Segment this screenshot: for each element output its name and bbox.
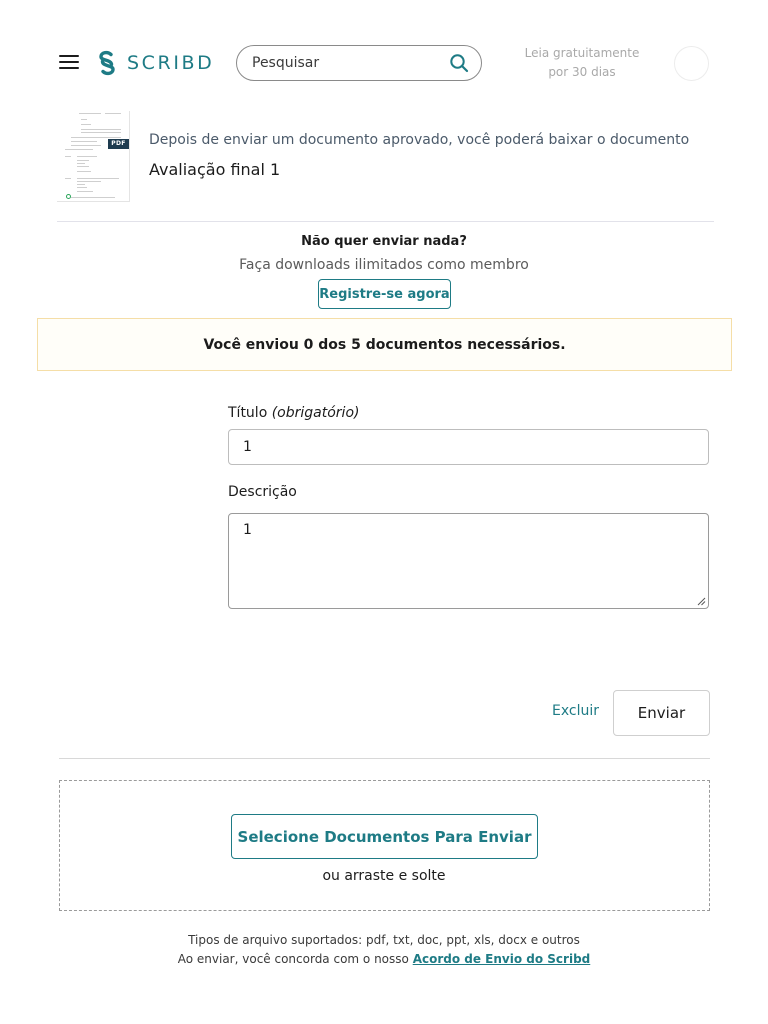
upload-progress-notice — [37, 318, 732, 371]
avatar[interactable] — [674, 46, 709, 81]
membership-heading: Não quer enviar nada? — [301, 234, 467, 249]
free-trial-link[interactable] — [518, 44, 646, 82]
logo-text: SCRIBD — [127, 52, 215, 74]
submit-button[interactable]: Enviar — [613, 690, 710, 736]
agreement-prefix: Ao enviar, você concorda com o nosso — [177, 952, 413, 966]
trial-line-1: Leia gratuitamente — [524, 46, 640, 60]
search-bar[interactable] — [236, 45, 482, 81]
supported-types-text: Tipos de arquivo suportados: pdf, txt, doc, ppt, xls, docx e outros — [188, 933, 580, 947]
scribd-logo[interactable] — [96, 50, 214, 76]
document-note: Depois de enviar um documento aprovado, você poderá baixar o documento — [149, 132, 690, 148]
select-documents-button[interactable]: Selecione Documentos Para Enviar — [231, 814, 538, 859]
upload-agreement-link[interactable]: Acordo de Envio do Scribd — [412, 952, 591, 966]
register-button[interactable]: Registre-se agora — [318, 279, 451, 309]
agreement-text — [0, 952, 768, 966]
hamburger-icon — [59, 55, 79, 57]
divider — [59, 758, 710, 759]
document-title: Avaliação final 1 — [149, 160, 281, 179]
trial-line-2: por 30 dias — [548, 65, 616, 79]
required-hint: (obrigatório) — [271, 405, 360, 421]
divider — [57, 221, 714, 222]
title-label — [228, 405, 359, 421]
delete-link[interactable]: Excluir — [552, 703, 599, 719]
search-input[interactable] — [252, 55, 449, 71]
pdf-badge: PDF — [108, 139, 129, 149]
title-label-text: Título — [228, 405, 268, 421]
title-input[interactable] — [228, 429, 709, 465]
membership-subtitle: Faça downloads ilimitados como membro — [239, 257, 529, 273]
drag-drop-text: ou arraste e solte — [322, 868, 446, 884]
check-dot-icon — [66, 194, 71, 199]
description-textarea[interactable] — [228, 513, 709, 609]
description-label: Descrição — [228, 484, 297, 500]
resize-grip-icon[interactable] — [697, 597, 706, 606]
scribd-logo-icon — [96, 50, 118, 76]
notice-text: Você enviou 0 dos 5 documentos necessários. — [203, 336, 566, 353]
menu-button[interactable] — [59, 55, 79, 69]
document-thumbnail — [57, 111, 130, 202]
search-icon[interactable] — [449, 53, 469, 73]
